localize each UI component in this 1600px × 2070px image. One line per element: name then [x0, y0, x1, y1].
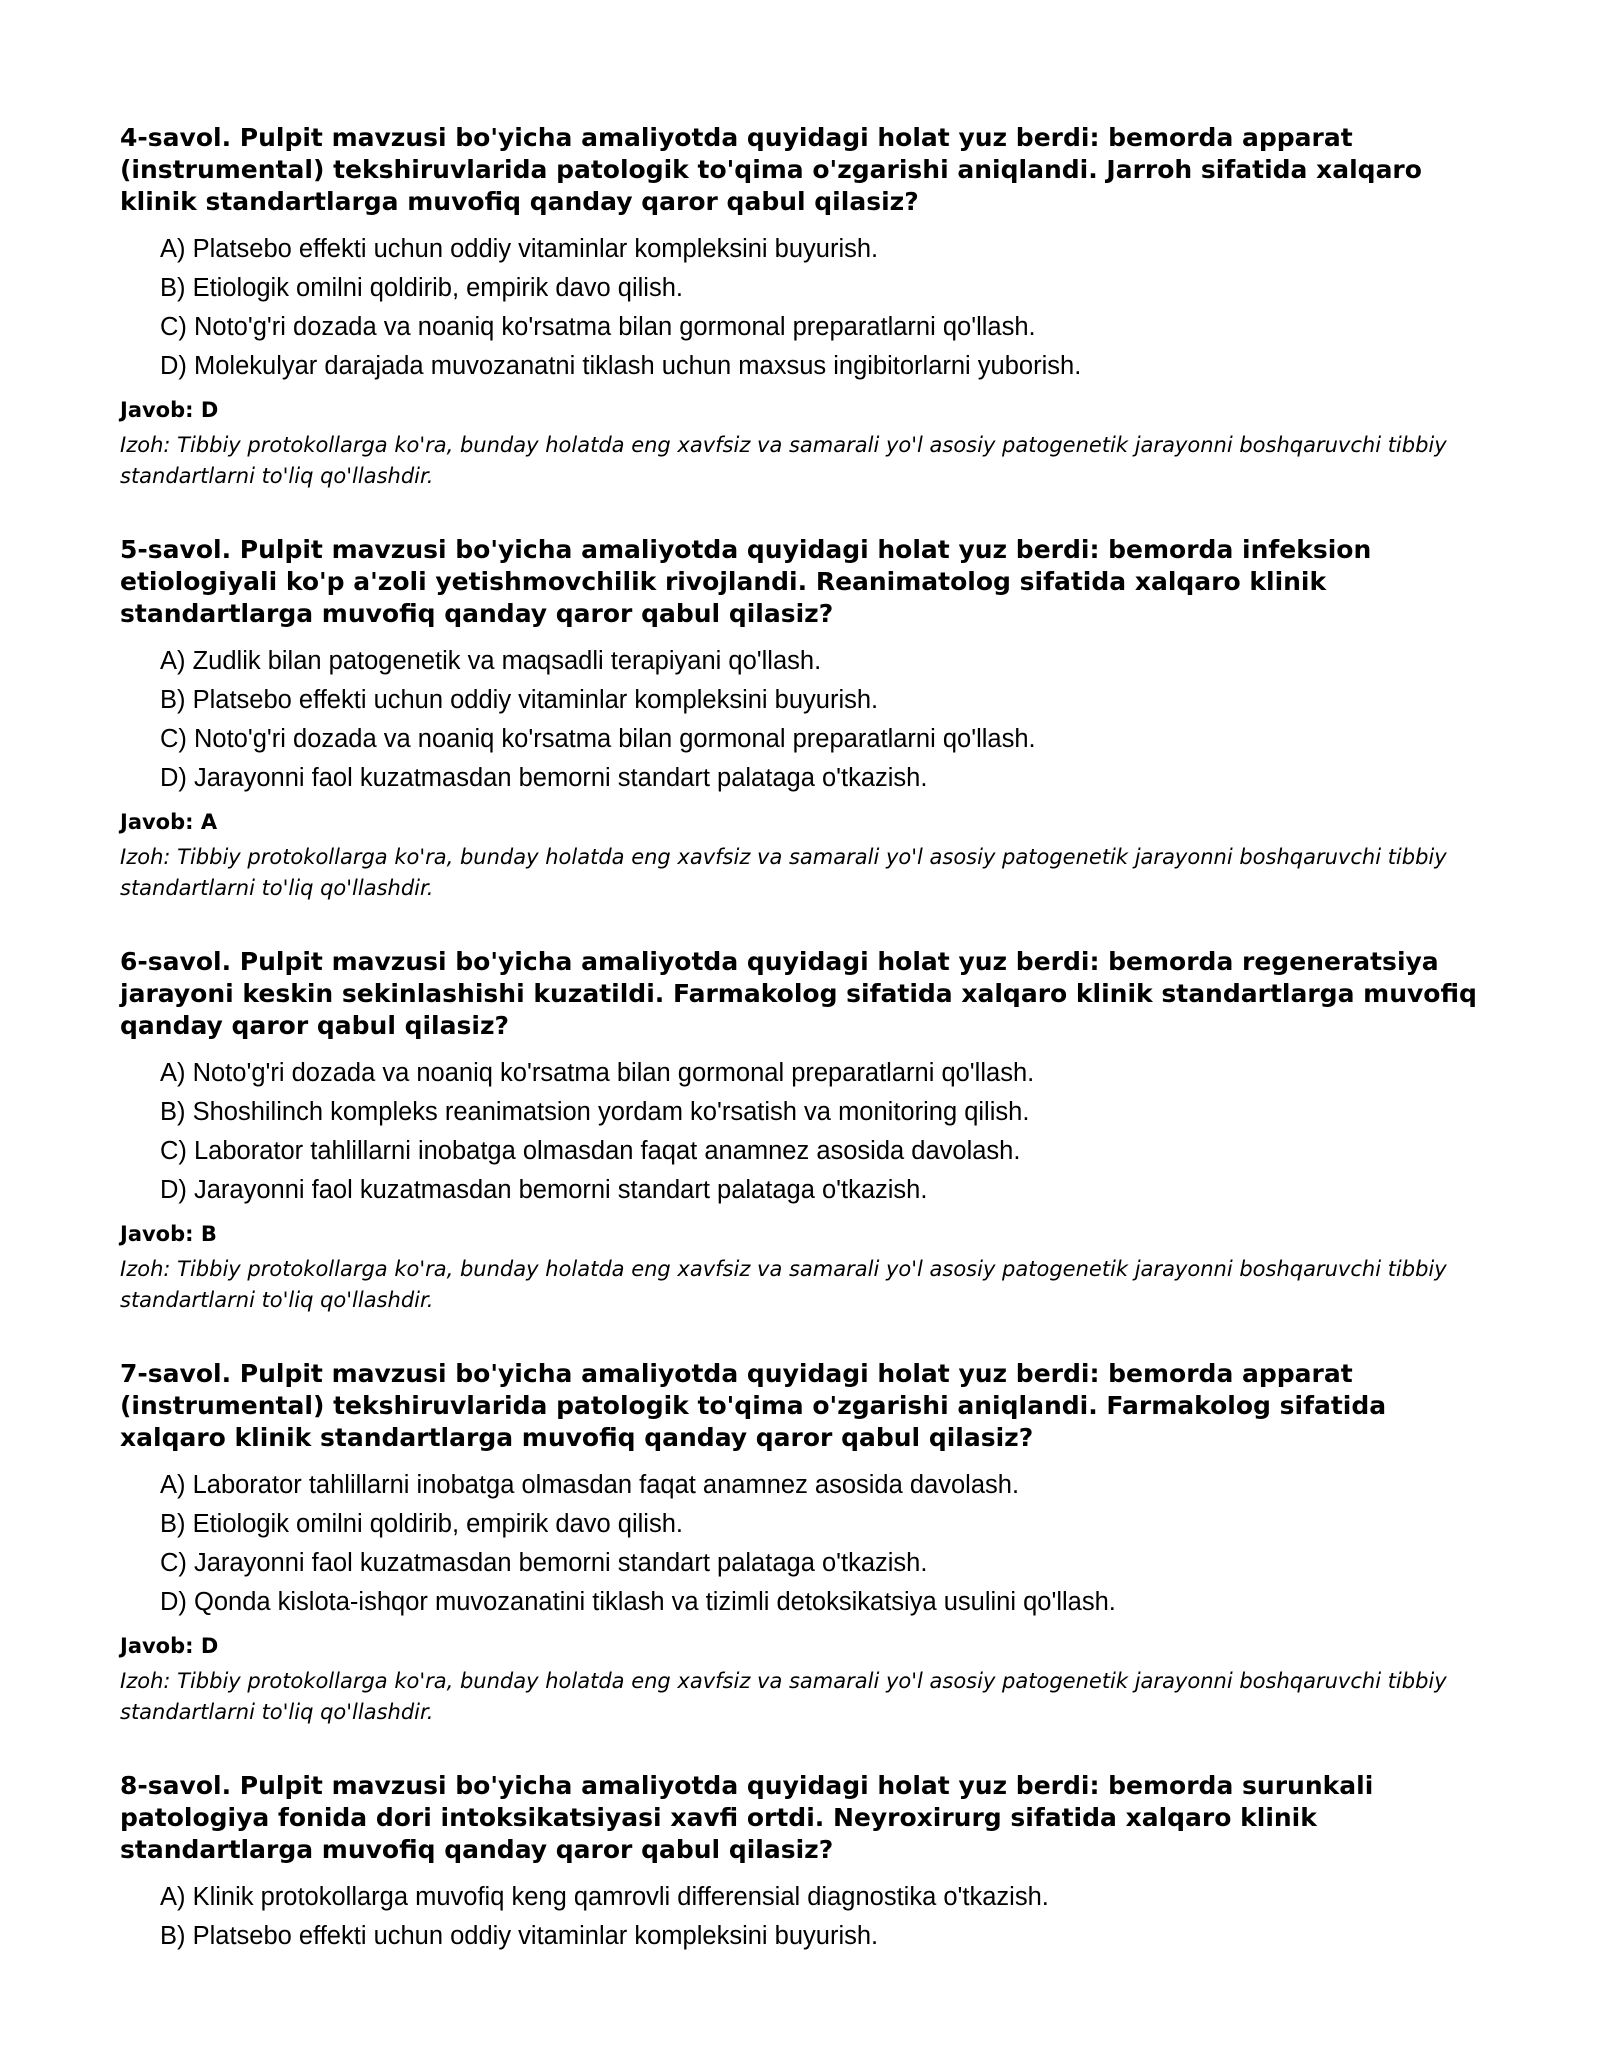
question-text: 6-savol. Pulpit mavzusi bo'yicha amaliyotda quyidagi holat yuz berdi: bemorda regeneratsiya jarayoni keskin sekinlashishi kuzatildi. Farmakolog sifatida xalqaro klinik standartlarga muvofiq qanday qaror qabul qilasiz?	[120, 947, 1477, 1040]
option-b: B) Etiologik omilni qoldirib, empirik davo qilish.	[160, 274, 683, 302]
option-a: A) Laborator tahlillarni inobatga olmasdan faqat anamnez asosida davolash.	[160, 1471, 1020, 1499]
answer-label: Javob: A	[120, 810, 218, 834]
option-a: A) Noto'g'ri dozada va noaniq ko'rsatma bilan gormonal preparatlarni qo'llash.	[160, 1059, 1035, 1087]
option-d: D) Jarayonni faol kuzatmasdan bemorni standart palataga o'tkazish.	[160, 764, 928, 792]
option-c: C) Noto'g'ri dozada va noaniq ko'rsatma bilan gormonal preparatlarni qo'llash.	[160, 313, 1036, 341]
document-page	[120, 122, 1500, 1998]
question-8	[120, 1770, 1500, 1956]
option-c: C) Jarayonni faol kuzatmasdan bemorni standart palataga o'tkazish.	[160, 1549, 928, 1577]
question-text: 4-savol. Pulpit mavzusi bo'yicha amaliyotda quyidagi holat yuz berdi: bemorda apparat (instrumental) tekshiruvlarida patologik to'qima o'zgarishi aniqlandi. Jarroh sifatida xalqaro klinik standartlarga muvofiq qanday qaror qabul qilasiz?	[120, 123, 1422, 216]
option-a: A) Zudlik bilan patogenetik va maqsadli terapiyani qo'llash.	[160, 647, 822, 675]
option-c: C) Noto'g'ri dozada va noaniq ko'rsatma bilan gormonal preparatlarni qo'llash.	[160, 725, 1036, 753]
option-b: B) Etiologik omilni qoldirib, empirik davo qilish.	[160, 1510, 683, 1538]
question-7	[120, 1358, 1500, 1728]
answer-label: Javob: B	[120, 1222, 217, 1246]
explanation-note: Izoh: Tibbiy protokollarga ko'ra, bunday holatda eng xavfsiz va samarali yo'l asosiy patogenetik jarayonni boshqaruvchi tibbiy standartlarni to'liq qo'llashdir.	[120, 1257, 1447, 1312]
option-a: A) Klinik protokollarga muvofiq keng qamrovli differensial diagnostika o'tkazish.	[160, 1883, 1049, 1911]
question-text: 8-savol. Pulpit mavzusi bo'yicha amaliyotda quyidagi holat yuz berdi: bemorda surunkali patologiya fonida dori intoksikatsiyasi xavfi ortdi. Neyroxirurg sifatida xalqaro klinik standartlarga muvofiq qanday qaror qabul qilasiz?	[120, 1771, 1374, 1864]
answer-label: Javob: D	[120, 398, 219, 422]
option-d: D) Qonda kislota-ishqor muvozanatini tiklash va tizimli detoksikatsiya usulini qo'llash.	[160, 1588, 1116, 1616]
answer-options	[160, 230, 1500, 386]
option-d: D) Jarayonni faol kuzatmasdan bemorni standart palataga o'tkazish.	[160, 1176, 928, 1204]
explanation-note: Izoh: Tibbiy protokollarga ko'ra, bunday holatda eng xavfsiz va samarali yo'l asosiy patogenetik jarayonni boshqaruvchi tibbiy standartlarni to'liq qo'llashdir.	[120, 433, 1447, 488]
question-6	[120, 946, 1500, 1316]
question-5	[120, 534, 1500, 904]
answer-options	[160, 1054, 1500, 1210]
option-a: A) Platsebo effekti uchun oddiy vitaminlar kompleksini buyurish.	[160, 235, 879, 263]
explanation-note: Izoh: Tibbiy protokollarga ko'ra, bunday holatda eng xavfsiz va samarali yo'l asosiy patogenetik jarayonni boshqaruvchi tibbiy standartlarni to'liq qo'llashdir.	[120, 845, 1447, 900]
answer-options	[160, 1466, 1500, 1622]
question-4	[120, 122, 1500, 492]
question-text: 5-savol. Pulpit mavzusi bo'yicha amaliyotda quyidagi holat yuz berdi: bemorda infeksion etiologiyali ko'p a'zoli yetishmovchilik rivojlandi. Reanimatolog sifatida xalqaro klinik standartlarga muvofiq qanday qaror qabul qilasiz?	[120, 535, 1372, 628]
answer-options	[160, 1878, 1500, 1956]
option-b: B) Platsebo effekti uchun oddiy vitaminlar kompleksini buyurish.	[160, 1922, 879, 1950]
explanation-note: Izoh: Tibbiy protokollarga ko'ra, bunday holatda eng xavfsiz va samarali yo'l asosiy patogenetik jarayonni boshqaruvchi tibbiy standartlarni to'liq qo'llashdir.	[120, 1669, 1447, 1724]
question-text: 7-savol. Pulpit mavzusi bo'yicha amaliyotda quyidagi holat yuz berdi: bemorda apparat (instrumental) tekshiruvlarida patologik to'qima o'zgarishi aniqlandi. Farmakolog sifatida xalqaro klinik standartlarga muvofiq qanday qaror qabul qilasiz?	[120, 1359, 1387, 1452]
option-c: C) Laborator tahlillarni inobatga olmasdan faqat anamnez asosida davolash.	[160, 1137, 1021, 1165]
answer-label: Javob: D	[120, 1634, 219, 1658]
answer-options	[160, 642, 1500, 798]
option-d: D) Molekulyar darajada muvozanatni tiklash uchun maxsus ingibitorlarni yuborish.	[160, 352, 1082, 380]
option-b: B) Shoshilinch kompleks reanimatsion yordam ko'rsatish va monitoring qilish.	[160, 1098, 1030, 1126]
option-b: B) Platsebo effekti uchun oddiy vitaminlar kompleksini buyurish.	[160, 686, 879, 714]
